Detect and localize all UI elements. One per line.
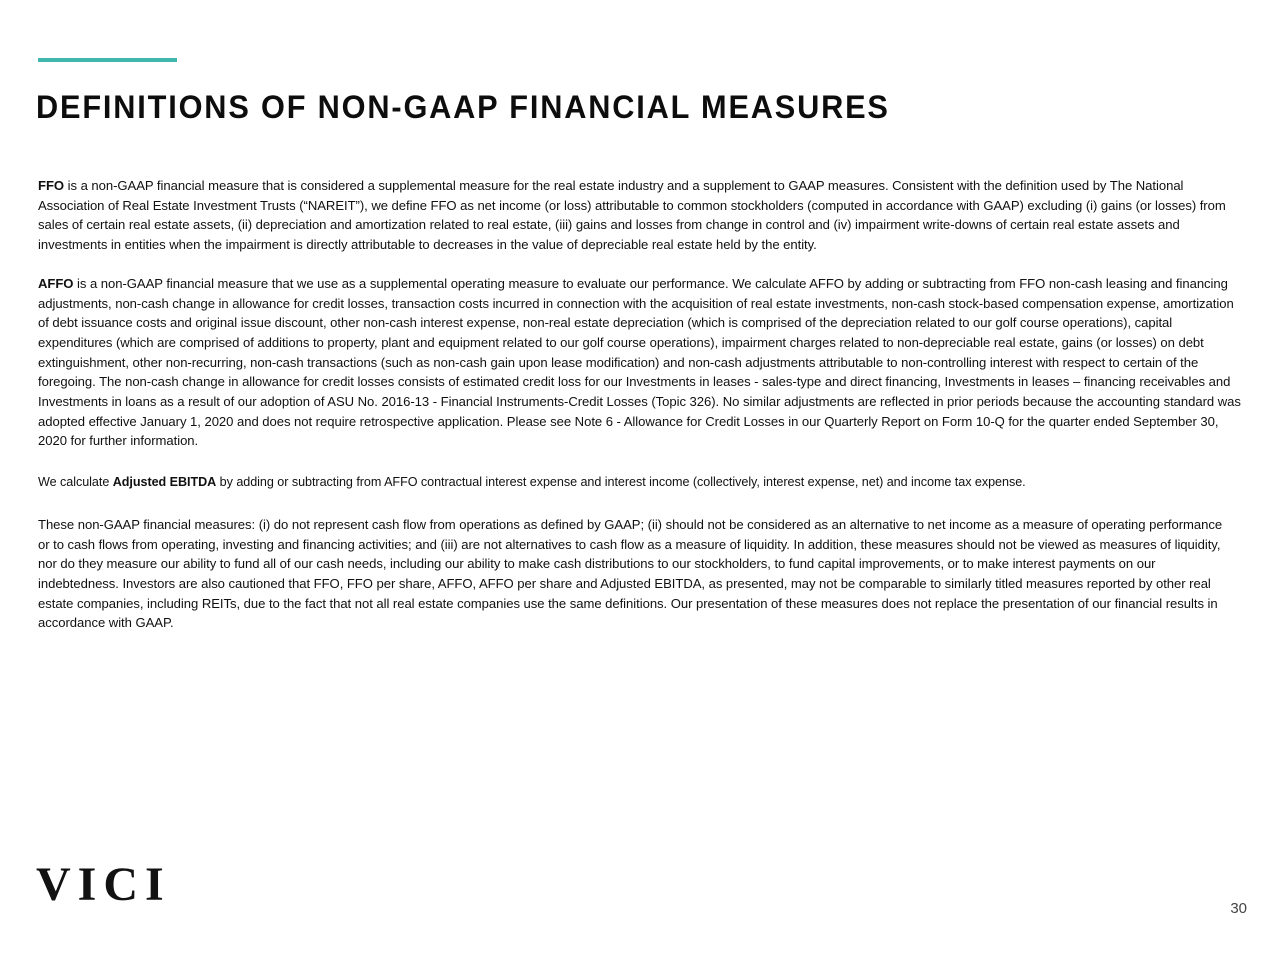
affo-term-label: AFFO xyxy=(38,275,74,291)
adjusted-ebitda-prefix: We calculate xyxy=(38,475,113,490)
ffo-paragraph-text: is a non-GAAP financial measure that is considered a supplemental measure for the real estate industry and a supplement to GAAP measures. Consistent with the definition used by The National Association of Real Estate Investment Trusts (“NAREIT”), we define FFO as net income (or loss) attributable to common stockholders (computed in accordance with GAAP) excluding (i) gains (or losses) from sales of certain real estate assets, (ii) depreciation and amortization related to real estate, (iii) gains and losses from change in control and (iv) impairment write-downs of certain real estate assets and investments in entities when the impairment is directly attributable to decreases in the value of depreciable real estate held by the entity. xyxy=(38,178,1226,253)
paragraph-disclaimer xyxy=(38,515,1228,633)
paragraph-affo xyxy=(38,274,1243,451)
adjusted-ebitda-paragraph-text: by adding or subtracting from AFFO contractual interest expense and interest income (collectively, interest expense, net) and income tax expense. xyxy=(216,475,1026,490)
page-number: 30 xyxy=(1230,900,1247,917)
vici-logo: VICI xyxy=(36,858,171,911)
page-title: DEFINITIONS OF NON-GAAP FINANCIAL MEASURES xyxy=(36,89,890,126)
paragraph-ffo xyxy=(38,176,1243,255)
affo-paragraph-text: is a non-GAAP financial measure that we use as a supplemental operating measure to evaluate our performance. We calculate AFFO by adding or subtracting from FFO non-cash leasing and financing adjustments, non-cash change in allowance for credit losses, transaction costs incurred in connection with the acquisition of real estate investments, non-cash stock-based compensation expense, amortization of debt issuance costs and original issue discount, other non-cash interest expense, non-real estate depreciation (which is comprised of the depreciation related to our golf course operations), capital expenditures (which are comprised of additions to property, plant and equipment related to our golf course operations), impairment charges related to non-depreciable real estate, gains (or losses) on debt extinguishment, other non-recurring, non-cash transactions (such as non-cash gain upon lease modification) and non-cash adjustments attributable to non-controlling interest with respect to certain of the foregoing. The non-cash change in allowance for credit losses consists of estimated credit loss for our Investments in leases - sales-type and direct financing, Investments in leases – financing receivables and Investments in loans as a result of our adoption of ASU No. 2016-13 - Financial Instruments-Credit Losses (Topic 326). No similar adjustments are reflected in prior periods because the accounting standard was adopted effective January 1, 2020 and does not require retrospective application. Please see Note 6 - Allowance for Credit Losses in our Quarterly Report on Form 10-Q for the quarter ended September 30, 2020 for further information. xyxy=(38,275,1241,449)
paragraph-adjusted-ebitda xyxy=(38,473,1243,493)
disclaimer-paragraph-text: These non-GAAP financial measures: (i) do not represent cash flow from operations as defined by GAAP; (ii) should not be considered as an alternative to net income as a measure of operating performance or to cash flows from operating, investing and financing activities; and (iii) are not alternatives to cash flow as a measure of liquidity. In addition, these measures should not be viewed as measures of liquidity, nor do they measure our ability to fund all of our cash needs, including our ability to make cash distributions to our stockholders, to fund capital improvements, or to make interest payments on our indebtedness. Investors are also cautioned that FFO, FFO per share, AFFO, AFFO per share and Adjusted EBITDA, as presented, may not be comparable to similarly titled measures reported by other real estate companies, including REITs, due to the fact that not all real estate companies use the same definitions. Our presentation of these measures does not replace the presentation of our financial results in accordance with GAAP. xyxy=(38,516,1223,631)
body-content xyxy=(38,176,1246,633)
title-accent-rule xyxy=(38,58,177,62)
adjusted-ebitda-term-label: Adjusted EBITDA xyxy=(112,475,217,490)
ffo-term-label: FFO xyxy=(38,178,65,193)
